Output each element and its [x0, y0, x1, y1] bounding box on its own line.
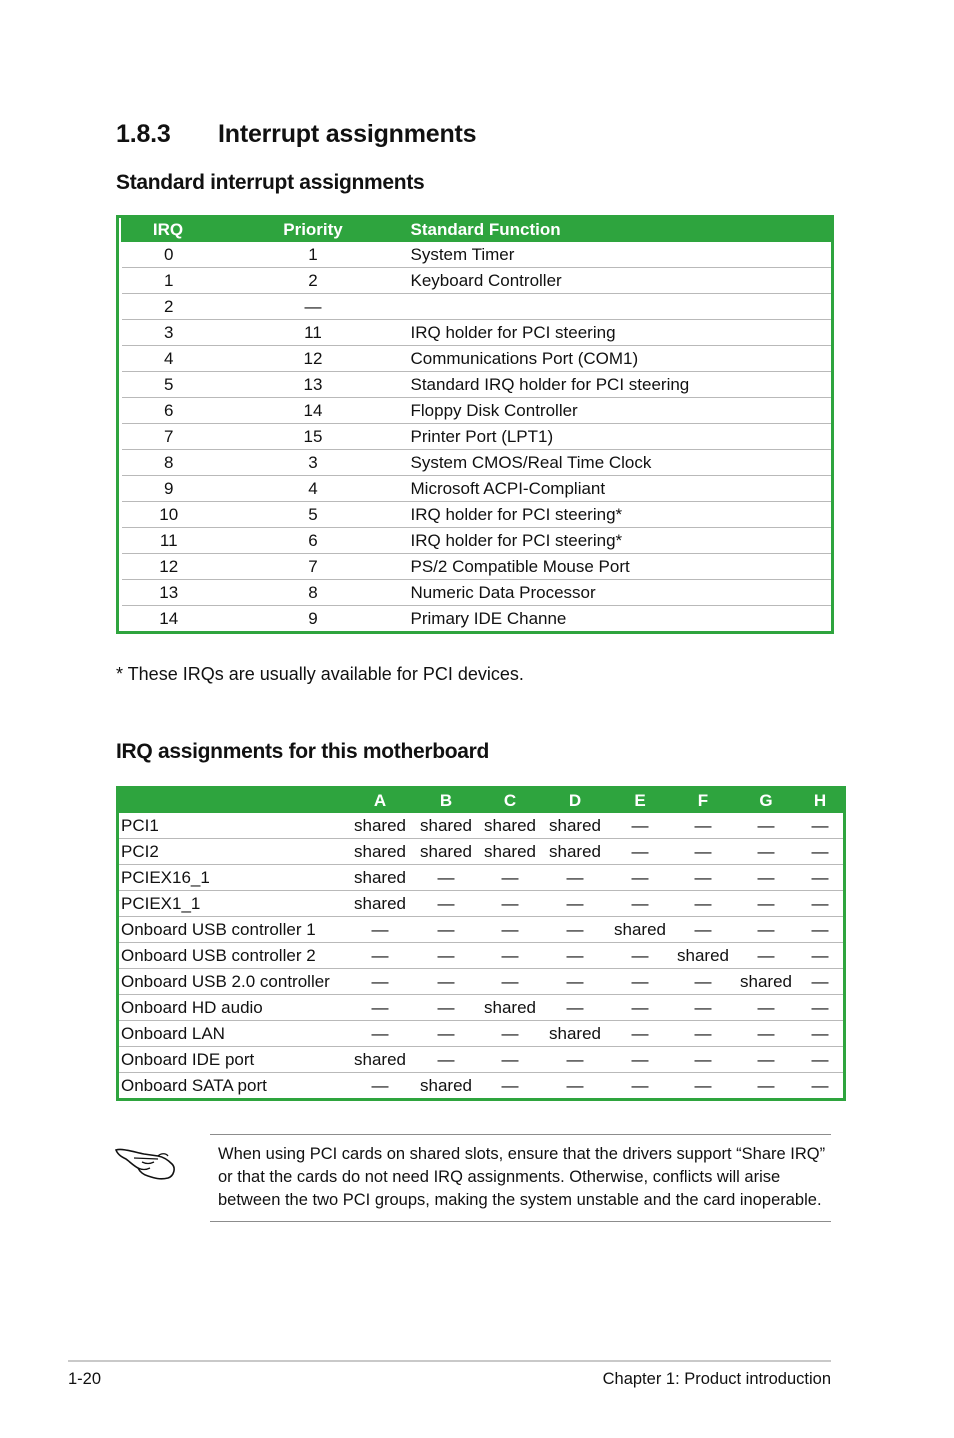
table-cell: Onboard USB controller 1: [119, 917, 347, 943]
table-cell: —: [609, 943, 671, 969]
table-cell: —: [479, 1073, 541, 1099]
motherboard-irq-table: [116, 786, 846, 1101]
table-cell: Microsoft ACPI-Compliant: [411, 476, 832, 502]
table-row: [119, 865, 843, 891]
table-cell: —: [735, 943, 797, 969]
footer-divider: [68, 1360, 831, 1362]
table-cell: —: [609, 865, 671, 891]
table-cell: —: [347, 995, 413, 1021]
table-cell: 2: [216, 268, 411, 294]
table-cell: —: [479, 1047, 541, 1073]
table-cell: —: [347, 943, 413, 969]
table-row: [121, 528, 832, 554]
table-cell: —: [541, 1047, 609, 1073]
table-cell: —: [479, 917, 541, 943]
table-cell: —: [479, 891, 541, 917]
table-cell: Onboard LAN: [119, 1021, 347, 1047]
table-cell: 5: [216, 502, 411, 528]
table-cell: shared: [347, 839, 413, 865]
table-cell: —: [479, 865, 541, 891]
table-cell: —: [413, 865, 479, 891]
table-cell: 8: [216, 580, 411, 606]
table-cell: shared: [347, 1047, 413, 1073]
section-title-text: Interrupt assignments: [218, 120, 477, 148]
table-cell: —: [671, 969, 735, 995]
chapter-title: Chapter 1: Product introduction: [602, 1370, 831, 1388]
table-cell: —: [797, 969, 843, 995]
table-cell: —: [735, 1021, 797, 1047]
pointing-hand-icon: [114, 1132, 178, 1182]
table-row: [121, 606, 832, 632]
table-row: [119, 839, 843, 865]
table-row: [119, 1021, 843, 1047]
table-row: [121, 372, 832, 398]
table-cell: —: [797, 1021, 843, 1047]
table-cell: shared: [549, 815, 601, 835]
table-cell: Onboard USB controller 2: [119, 943, 347, 969]
table-cell: —: [797, 1073, 843, 1099]
table-cell: [411, 294, 832, 320]
table-cell: —: [609, 995, 671, 1021]
footnote: * These IRQs are usually available for PCI devices.: [116, 664, 524, 684]
section-title: [116, 120, 476, 149]
table-cell: —: [671, 865, 735, 891]
table-cell: shared: [735, 969, 797, 995]
table-cell: —: [413, 943, 479, 969]
table-cell: 6: [121, 398, 216, 424]
table-cell: —: [797, 943, 843, 969]
table-cell: —: [609, 1021, 671, 1047]
table-cell: shared: [413, 1073, 479, 1099]
table-cell: Numeric Data Processor: [411, 580, 832, 606]
table-cell: —: [671, 839, 735, 865]
table-cell: —: [347, 917, 413, 943]
table-cell: —: [735, 891, 797, 917]
table-cell: System Timer: [410, 244, 515, 264]
table-cell: —: [609, 969, 671, 995]
table-cell: PCI2: [119, 839, 347, 865]
table-cell: —: [609, 1047, 671, 1073]
table-cell: —: [541, 865, 609, 891]
table-cell: —: [541, 943, 609, 969]
table-cell: —: [479, 943, 541, 969]
table-cell: —: [797, 917, 843, 943]
column-header: [119, 789, 347, 813]
table-row: [121, 424, 832, 450]
standard-table-title: Standard interrupt assignments: [116, 171, 425, 194]
table-cell: 13: [216, 372, 411, 398]
table-row: [121, 398, 832, 424]
table-cell: 13: [121, 580, 216, 606]
table-cell: —: [694, 815, 712, 835]
table-cell: 9: [216, 606, 411, 632]
table-cell: PCIEX16_1: [119, 865, 347, 891]
table-cell: —: [609, 1073, 671, 1099]
table-cell: —: [413, 1021, 479, 1047]
table-cell: 1: [308, 244, 318, 264]
column-header: G: [759, 791, 773, 810]
table-cell: —: [413, 891, 479, 917]
table-cell: IRQ holder for PCI steering: [411, 320, 832, 346]
table-cell: 14: [216, 398, 411, 424]
table-cell: Onboard SATA port: [119, 1073, 347, 1099]
table-cell: shared: [671, 943, 735, 969]
table-cell: —: [735, 1073, 797, 1099]
table-cell: —: [541, 995, 609, 1021]
table-row: [119, 1073, 843, 1099]
table-cell: 7: [216, 554, 411, 580]
table-cell: 3: [121, 320, 216, 346]
table-cell: 9: [121, 476, 216, 502]
table-cell: IRQ holder for PCI steering*: [411, 502, 832, 528]
table-cell: —: [735, 865, 797, 891]
table-cell: shared: [479, 839, 541, 865]
table-cell: shared: [420, 815, 472, 835]
table-cell: 2: [121, 294, 216, 320]
table-cell: —: [541, 891, 609, 917]
table-row: [119, 1047, 843, 1073]
note-text: When using PCI cards on shared slots, ensure that the drivers support “Share IRQ” or that the cards do not need IRQ assignments. Otherwise, conflicts will arise between the two PCI groups, making the system unstable and the card inoperable.: [218, 1145, 826, 1209]
table-cell: PS/2 Compatible Mouse Port: [411, 554, 832, 580]
table-cell: shared: [354, 815, 406, 835]
table-cell: —: [671, 917, 735, 943]
table-cell: PCIEX1_1: [119, 891, 347, 917]
table-cell: —: [797, 1047, 843, 1073]
standard-interrupt-table: [116, 215, 834, 634]
table-cell: —: [609, 839, 671, 865]
table-cell: shared: [347, 865, 413, 891]
table-cell: —: [413, 995, 479, 1021]
table-cell: Floppy Disk Controller: [411, 398, 832, 424]
table-row: [121, 450, 832, 476]
table-cell: —: [609, 891, 671, 917]
table-row: [121, 502, 832, 528]
table-row: [119, 995, 843, 1021]
table-cell: shared: [541, 839, 609, 865]
table-cell: 0: [121, 242, 216, 268]
table-cell: Communications Port (COM1): [411, 346, 832, 372]
table-cell: 12: [216, 346, 411, 372]
column-header: A: [373, 791, 387, 810]
table-cell: —: [671, 1073, 735, 1099]
column-header: C: [503, 791, 517, 810]
table-cell: 5: [121, 372, 216, 398]
table-cell: —: [811, 815, 829, 835]
table-cell: 11: [216, 320, 411, 346]
table-cell: System CMOS/Real Time Clock: [411, 450, 832, 476]
note-box: [210, 1134, 831, 1222]
table-cell: PCI1: [121, 815, 159, 835]
table-cell: 10: [121, 502, 216, 528]
table-row: [121, 294, 832, 320]
column-header: H: [813, 791, 827, 810]
table-row: [121, 242, 832, 268]
table-cell: —: [413, 1047, 479, 1073]
section-number: 1.8.3: [116, 120, 171, 148]
table-row: [121, 346, 832, 372]
table-cell: —: [479, 1021, 541, 1047]
table-cell: —: [347, 1073, 413, 1099]
table-cell: Primary IDE Channe: [411, 606, 832, 632]
column-header: E: [634, 791, 646, 810]
table-cell: 3: [216, 450, 411, 476]
table-row: [121, 476, 832, 502]
column-header: Standard Function: [410, 220, 561, 239]
table-cell: —: [671, 1021, 735, 1047]
table-cell: 1: [121, 268, 216, 294]
table-row: [119, 969, 843, 995]
table-cell: —: [541, 1073, 609, 1099]
column-header: Priority: [283, 220, 343, 239]
table-cell: —: [735, 995, 797, 1021]
table-cell: —: [797, 891, 843, 917]
table-cell: —: [671, 1047, 735, 1073]
table-cell: shared: [541, 1021, 609, 1047]
table-cell: Onboard HD audio: [119, 995, 347, 1021]
table-cell: —: [479, 969, 541, 995]
table-cell: Onboard IDE port: [119, 1047, 347, 1073]
table-row: [121, 554, 832, 580]
table-cell: —: [631, 815, 649, 835]
table-cell: 12: [121, 554, 216, 580]
table-cell: —: [757, 815, 775, 835]
table-header-row: [119, 789, 843, 813]
table-cell: —: [735, 1047, 797, 1073]
table-cell: —: [347, 969, 413, 995]
table-cell: shared: [484, 815, 536, 835]
table-cell: 11: [121, 528, 216, 554]
table-cell: —: [671, 891, 735, 917]
table-cell: 15: [216, 424, 411, 450]
column-header: IRQ: [152, 220, 184, 239]
column-header: D: [568, 791, 582, 810]
table-cell: —: [413, 917, 479, 943]
table-cell: 4: [121, 346, 216, 372]
table-cell: Standard IRQ holder for PCI steering: [411, 372, 832, 398]
table-cell: —: [797, 839, 843, 865]
table-row: [119, 813, 843, 839]
table-header-row: [121, 218, 832, 242]
table-cell: shared: [413, 839, 479, 865]
table-row: [121, 580, 832, 606]
table-cell: shared: [347, 891, 413, 917]
table-cell: —: [671, 995, 735, 1021]
table-cell: —: [735, 917, 797, 943]
table-cell: IRQ holder for PCI steering*: [411, 528, 832, 554]
table-cell: 7: [121, 424, 216, 450]
table-cell: 6: [216, 528, 411, 554]
table-row: [121, 268, 832, 294]
table-cell: Onboard USB 2.0 controller: [119, 969, 347, 995]
table-cell: —: [413, 969, 479, 995]
table-cell: —: [735, 839, 797, 865]
table-cell: 4: [216, 476, 411, 502]
table-cell: —: [347, 1021, 413, 1047]
column-header: F: [697, 791, 709, 810]
table-cell: —: [797, 865, 843, 891]
table-cell: 14: [121, 606, 216, 632]
column-header: B: [439, 791, 453, 810]
table-cell: —: [541, 969, 609, 995]
table-cell: shared: [609, 917, 671, 943]
table-row: [119, 917, 843, 943]
motherboard-table-title: IRQ assignments for this motherboard: [116, 740, 490, 763]
table-cell: —: [541, 917, 609, 943]
table-cell: —: [797, 995, 843, 1021]
table-row: [119, 943, 843, 969]
table-row: [121, 320, 832, 346]
table-cell: Printer Port (LPT1): [411, 424, 832, 450]
table-cell: Keyboard Controller: [411, 268, 832, 294]
table-cell: —: [216, 294, 411, 320]
table-cell: 8: [121, 450, 216, 476]
table-cell: shared: [479, 995, 541, 1021]
table-row: [119, 891, 843, 917]
page-number: 1-20: [68, 1370, 102, 1388]
